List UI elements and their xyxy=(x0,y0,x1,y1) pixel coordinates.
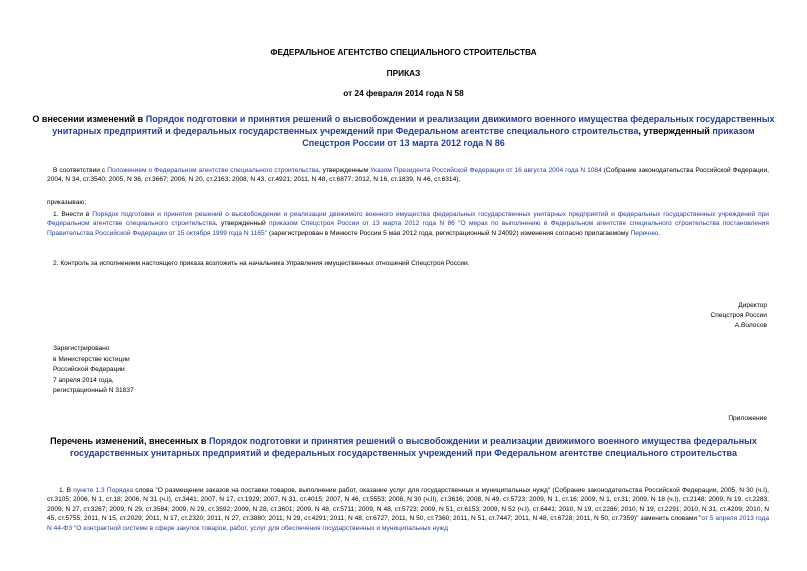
registration-line: 7 апреля 2014 года, xyxy=(53,376,114,384)
appendix-label: Приложение xyxy=(728,415,767,422)
appendix-title-prefix: Перечень изменений, внесенных в xyxy=(50,436,209,446)
registration-line: Российской Федерации xyxy=(53,366,125,374)
title-prefix: О внесении изменений в xyxy=(32,114,146,124)
doc-type-heading: ПРИКАЗ xyxy=(386,68,421,78)
item1-text-1: 1. Внести в xyxy=(53,211,93,218)
agency-heading: ФЕДЕРАЛЬНОЕ АГЕНТСТВО СПЕЦИАЛЬНОГО СТРОИТЕЛЬСТВА xyxy=(270,47,537,57)
preamble-text-3: (Собрание законодательства Российской Федерации, 2004, N 34, ст.3540; 2005, N 36, ст.3667; 2006, N 20, ст.2163; 2008, N 43, ст.4921; 2011, N 48, ст.6877; 2012, N 16, ст.1839, N 46, ст.6314), xyxy=(47,167,770,184)
preamble-text-2: , утвержденным xyxy=(318,167,371,174)
change1-text-1: 1. В xyxy=(59,487,74,494)
title-suffix: , утвержденный xyxy=(638,126,713,136)
decree-link[interactable]: Указом Президента Российской Федерации от 16 августа 2004 года N 1084 xyxy=(370,167,602,174)
item-2-paragraph: 2. Контроль за исполнением настоящего приказа возложить на начальника Управления имущественных отношений Спецстроя России. xyxy=(53,260,470,267)
registration-line: в Министерстве юстиции xyxy=(53,355,130,363)
regulation-link[interactable]: Положением о Федеральном агентстве специального строительства xyxy=(107,167,319,174)
registration-line: регистрационный N 31837 xyxy=(53,387,134,395)
date-number-heading: от 24 февраля 2014 года N 58 xyxy=(343,88,464,98)
item1-text-2: , утвержденный xyxy=(215,220,270,228)
change-1-paragraph xyxy=(47,486,769,533)
federal-law-link[interactable]: от 5 апреля 2013 года N 44-ФЗ xyxy=(47,515,770,532)
appendix-procedure-link[interactable]: Порядок подготовки и принятия решений о высвобождении и реализации движимого военного имущества федеральных государственных унитарных предприятий и федеральных государственных учреждений при Федеральном агентстве специального строительства xyxy=(70,436,757,458)
item1-government-link[interactable]: "О мерах по выполнению в Федеральном агентстве специального строительства постановления Правительства Российской Федерации от 15 октября 1999 года N 1165" xyxy=(47,220,769,237)
change1-text-2: слова "О размещении заказов на поставки товаров, выполнение работ, оказание услуг для государственных и муниципальных нужд" (Собрание законодательства Российской Федерации, 2005, N 30 (ч.I), ст.3105; 2006, N 1, ст.18; 2006, N 31 (ч.I), ст.3441; 2007, N 17, ст.1929; 2007, N 31, ст.4015; 2007, N 46, ст.5553; 2008, N 30 (ч.II), ст.3616; 2008, N 49, ст.5723; 2009, N 1, ст.16; 2009, N 1, ст.31; 2009, N 18 (ч.I), ст.2148; 2009, N 19, ст.2283; 2009, N 27, ст.3267; 2009, N 29, ст.3584; 2009, N 29, ст.3592; 2009, N 28, ст.3601; 2009, N 48, ст.5711; 2009, N 48, ст.5723; 2009, N 51, ст.6153; 2009, N 52 (ч.I), ст.6441; 2010, N 19, ст.2286; 2010, N 19, ст.2291; 2010, N 31, ст.4209; 2010, N 45, ст.5755; 2011, N 15, ст.2029; 2011, N 17, ст.2320; 2011, N 27, ст.3880; 2011, N 29, ст.4291; 2011, N 48, ст.6727, 2011, N 50, ст.7360; 2011, N 51, ст.7447; 2011, N 48, ст.6728; 2011, N 50, ст.7359)" заменить словами " xyxy=(47,487,769,523)
order-word: приказываю: xyxy=(47,199,87,206)
preamble-paragraph xyxy=(47,166,769,185)
signature-org: Спецстроя России xyxy=(710,312,767,319)
list-link[interactable]: Перечню xyxy=(630,229,659,237)
item1-procedure-link[interactable]: Порядок подготовки и принятия решений о высвобождении и реализации движимого военного имущества федеральных государственных унитарных предприятий и федеральных государственных учреждений при Федеральном агентстве специального строительства xyxy=(47,211,769,228)
clause-link[interactable]: пункте 1.3 Порядка xyxy=(73,487,134,494)
contract-system-link[interactable]: "О контрактной системе в сфере закупок товаров, работ, услуг для обеспечения государственных и муниципальных нужд xyxy=(72,524,448,532)
signature-title: Директор xyxy=(738,302,767,309)
title-procedure-link[interactable]: Порядок подготовки и принятия решений о высвобождении и реализации движимого военного имущества федеральных государственных унитарных предприятий и федеральных государственных учреждений при Федеральном агентстве специального строительства xyxy=(52,114,775,136)
item1-text-3: (зарегистрирован в Минюсте России 5 мая 2012 года, регистрационный N 24092) изменения согласно прилагаемому xyxy=(266,229,631,237)
title-order-link[interactable]: приказом Спецстроя России от 13 марта 2012 года N 86 xyxy=(302,126,755,148)
registration-line: Зарегистрировано xyxy=(53,345,110,352)
preamble-text-1: В соответствии с xyxy=(53,167,108,174)
appendix-title xyxy=(45,435,762,459)
order-title xyxy=(32,113,775,149)
signature-name: А.Волосов xyxy=(734,322,767,329)
item1-text-4: . xyxy=(658,229,660,237)
item1-order-link[interactable]: приказом Спецстроя России от 13 марта 2012 года N 86 xyxy=(269,220,455,228)
signature-block xyxy=(711,301,768,331)
registration-block xyxy=(53,344,134,397)
item-1-paragraph xyxy=(47,210,769,238)
